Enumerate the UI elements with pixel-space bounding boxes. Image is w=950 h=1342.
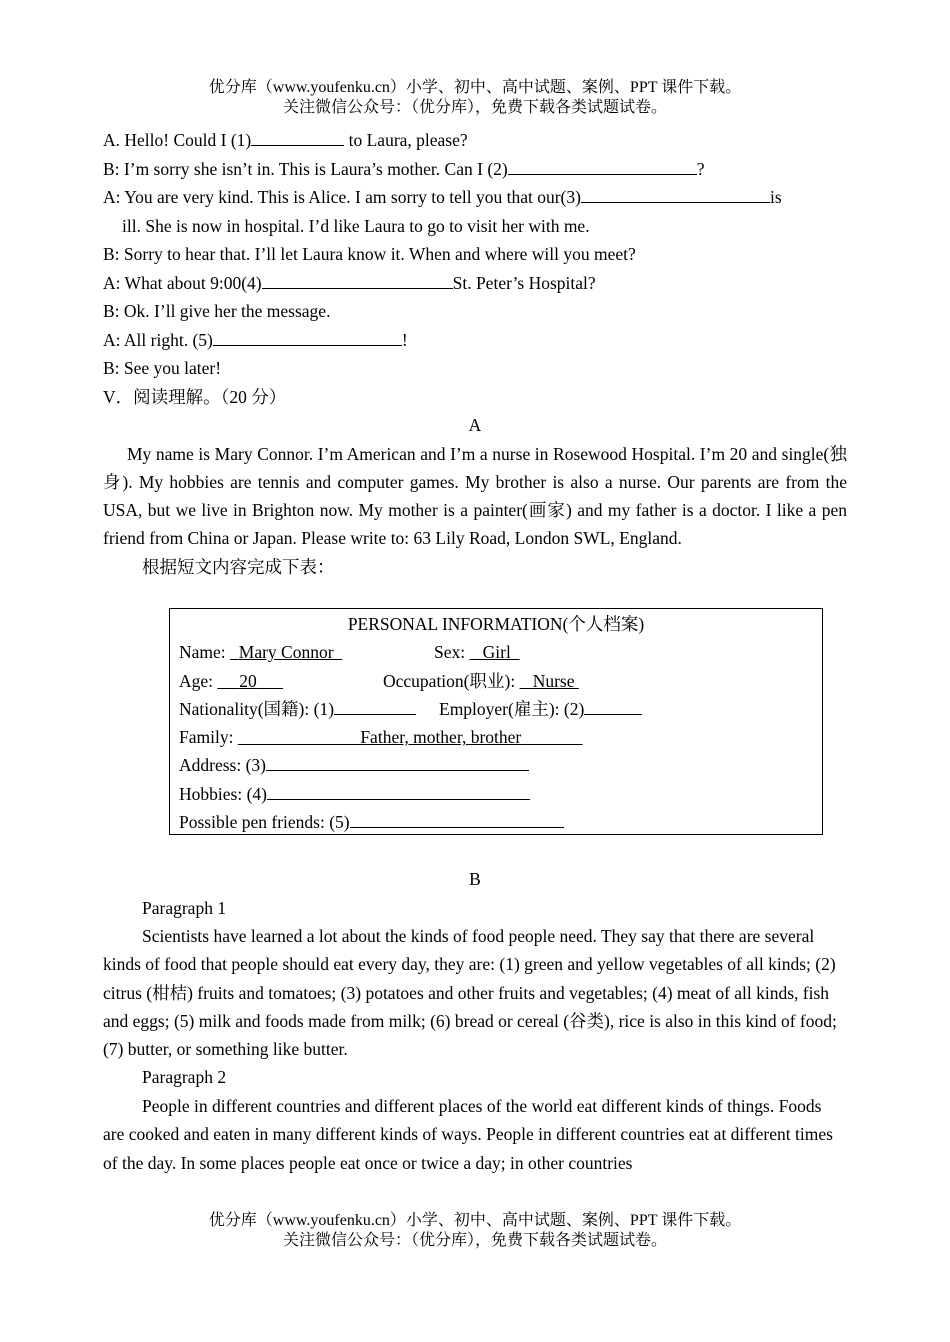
name-field [179, 638, 342, 666]
personal-info-table [169, 608, 823, 835]
hobbies-field [179, 780, 530, 808]
sex-value-text: Girl [482, 642, 511, 663]
table-title: PERSONAL INFORMATION(个人档案) [347, 614, 645, 634]
footer-line-2: 关注微信公众号：（优分库），免费下载各类试题试卷。 [282, 1232, 667, 1249]
answer-blank-table-2[interactable] [584, 696, 642, 715]
family-value [238, 727, 583, 747]
sex-value [470, 642, 520, 662]
family-value-text: Father, mother, brother [360, 727, 522, 748]
paragraph-2-text: People in different countries and different places of the world eat different kinds of things. Foods are cooked and eaten in many different kinds of ways. People in different countries eat at different times of the day. In some places people eat once or twice a day; in other countries [103, 1095, 833, 1173]
answer-blank-table-5[interactable] [350, 809, 564, 828]
passage-a-text: My name is Mary Connor. I’m American and I’m a nurse in Rosewood Hospital. I’m 20 and single(独身). My hobbies are tennis and computer games. My brother is also a nurse. Our parents are from the USA, but we live in Brighton now. My mother is a painter(画家) and my father is a doctor. I like a pen friend from China or Japan. Please write to: 63 Lily Road, London SWL, England. [103, 443, 847, 549]
page-header [0, 78, 950, 118]
row-hobbies [179, 780, 813, 808]
field-label: Address: (3) [179, 755, 266, 776]
field-label: Age: [179, 670, 218, 691]
dialogue-line-5: B: Sorry to hear that. I’ll let Laura know it. When and where will you meet? [103, 244, 636, 264]
answer-blank-2[interactable] [508, 156, 697, 175]
age-value-text: 20 [239, 670, 257, 691]
paragraph-1-text: Scientists have learned a lot about the kinds of food people need. They say that there are several kinds of food that people should eat every day, they are: (1) green and yellow vegetables of all kinds; (2) citrus (柑桔) fruits and tomatoes; (3) potatoes and other fruits and vegetables; (4) meat of all kinds, fish and eggs; (5) milk and foods made from milk; (6) bread or cereal (谷类), rice is also in this kind of food; (7) butter, or something like butter. [103, 926, 837, 1060]
dialogue-text: A: What about 9:00(4) [103, 272, 262, 293]
dialogue-line-9: B: See you later! [103, 358, 222, 378]
sex-field [434, 638, 520, 666]
row-nationality-employer [179, 695, 813, 723]
occupation-value-text: Nurse [532, 670, 575, 691]
passage-b-label: B [469, 869, 481, 889]
pen-friends-field [179, 808, 564, 836]
document-body [103, 126, 847, 581]
dialogue-text: A. Hello! Could I (1) [103, 130, 252, 150]
dialogue-text: is [769, 187, 782, 207]
answer-blank-5[interactable] [213, 327, 402, 346]
page-footer [0, 1211, 950, 1251]
answer-blank-table-1[interactable] [334, 696, 416, 715]
address-field [179, 751, 529, 779]
dialogue-text: A: All right. (5) [103, 329, 213, 350]
field-label: Name: [179, 642, 231, 663]
dialogue-text: ! [401, 329, 408, 350]
header-line-1: 优分库（www.youfenku.cn）小学、初中、高中试题、案例、PPT 课件下载。 [208, 79, 742, 96]
field-label: Hobbies: (4) [179, 783, 267, 804]
age-value [217, 671, 283, 691]
field-label: Employer(雇主): (2) [439, 698, 585, 719]
dialogue-text: B: I’m sorry she isn’t in. This is Laura’s mother. Can I (2) [103, 158, 508, 179]
paragraph-2-label: Paragraph 2 [142, 1067, 227, 1088]
field-label: Possible pen friends: (5) [179, 812, 350, 833]
occupation-field [383, 667, 579, 695]
dialogue-line-4: ill. She is now in hospital. I’d like Laura to go to visit her with me. [122, 215, 590, 236]
footer-line-1: 优分库（www.youfenku.cn）小学、初中、高中试题、案例、PPT 课件下载。 [208, 1212, 742, 1229]
row-family [179, 723, 813, 751]
occupation-value [520, 671, 579, 691]
row-address [179, 751, 813, 779]
paragraph-1-label: Paragraph 1 [142, 897, 227, 918]
age-field [179, 667, 283, 695]
dialogue-text: A: You are very kind. This is Alice. I am sorry to tell you that our(3) [103, 187, 581, 207]
table-instruction: 根据短文内容完成下表： [142, 556, 335, 577]
dialogue-line-2 [103, 155, 847, 184]
family-field [179, 723, 583, 751]
dialogue-line-1 [103, 126, 847, 155]
answer-blank-4[interactable] [262, 270, 453, 289]
name-value [230, 642, 342, 662]
name-value-text: Mary Connor [238, 642, 334, 663]
header-line-2: 关注微信公众号：（优分库），免费下载各类试题试卷。 [282, 99, 667, 116]
answer-blank-1[interactable] [251, 127, 344, 146]
row-name-sex [179, 638, 813, 666]
dialogue-line-7: B: Ok. I’ll give her the message. [103, 301, 331, 321]
answer-blank-3[interactable] [581, 184, 770, 203]
dialogue-text: St. Peter’s Hospital? [452, 272, 596, 293]
field-label: Family: [179, 727, 238, 748]
passage-b [103, 865, 847, 1177]
field-label: Occupation(职业): [383, 670, 520, 691]
row-pen-friends [179, 808, 813, 836]
dialogue-text: ? [696, 158, 705, 179]
employer-field [439, 695, 642, 723]
answer-blank-table-4[interactable] [267, 781, 530, 800]
dialogue-line-3 [103, 183, 847, 212]
dialogue-line-8 [103, 326, 847, 355]
section-heading: V．阅读理解。（20 分） [103, 386, 287, 407]
dialogue-line-6 [103, 269, 847, 298]
field-label: Nationality(国籍): (1) [179, 698, 335, 719]
row-age-occupation [179, 667, 813, 695]
nationality-field [179, 695, 416, 723]
dialogue-text: to Laura, please? [344, 130, 468, 150]
passage-a-label: A [468, 415, 482, 435]
answer-blank-table-3[interactable] [266, 752, 529, 771]
field-label: Sex: [434, 642, 470, 663]
